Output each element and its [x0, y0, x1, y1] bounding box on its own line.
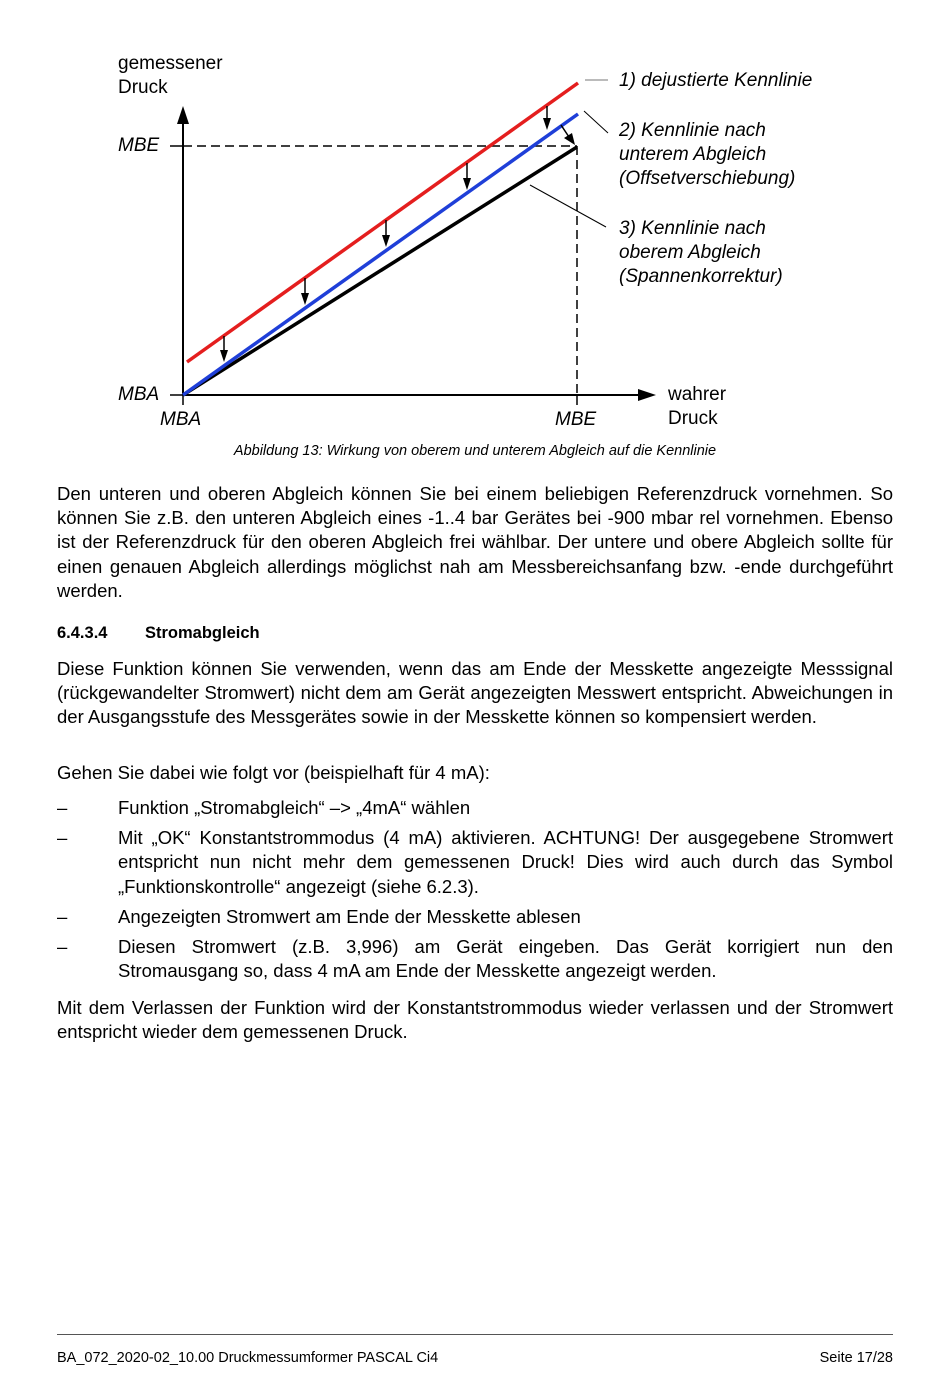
- span-correction-arrow: [561, 125, 575, 145]
- list-item: – Diesen Stromwert (z.B. 3,996) am Gerät eingeben. Das Gerät korrigiert nun den Stromausgang so, dass 4 mA am Ende der Messkette angezeigt werden.: [57, 936, 893, 982]
- line-3-spannenkorrektur: [183, 147, 577, 395]
- y-axis-arrow-icon: [177, 106, 189, 124]
- steps-list: [57, 796, 893, 989]
- y-tick-mbe: MBE: [118, 135, 160, 156]
- list-item: – Angezeigten Stromwert am Ende der Messkette ablesen: [57, 905, 893, 929]
- legend-item-1: 1) dejustierte Kennlinie: [619, 70, 813, 91]
- y-axis-label: gemessener Druck: [118, 53, 223, 98]
- paragraph-verlassen: Mit dem Verlassen der Funktion wird der Konstantstrommodus wieder verlassen und der Stromwert entspricht wieder dem gemessenen Druck.: [57, 997, 893, 1043]
- x-axis-arrow-icon: [638, 389, 656, 401]
- arrow-down-icon: [463, 178, 471, 190]
- list-item: – Mit „OK“ Konstantstrommodus (4 mA) aktivieren. ACHTUNG! Der ausgegebene Stromwert entspricht nun nicht mehr dem gemessenen Druck! Dies wird auch durch das Symbol „Funktionskontrolle“ angezeigt (siehe 6.2.3).: [57, 827, 893, 897]
- offset-arrows: [220, 106, 551, 362]
- paragraph-abgleich-referenzdruck: Den unteren und oberen Abgleich können Sie bei einem beliebigen Referenzdruck vornehmen. So können Sie z.B. den unteren Abgleich eines -1..4 bar Gerätes bei -900 mbar rel vornehmen. Ebenso ist der Referenzdruck für den oberen Abgleich frei wählbar. Der untere und obere Abgleich sollte für einen genauen Abgleich allerdings möglichst nah am Messbereichsanfang bzw. -ende durchgeführt werden.: [57, 483, 893, 601]
- figure-kennlinie: [0, 0, 950, 440]
- footer-divider: [57, 1334, 893, 1335]
- dash-bullet-icon: –: [57, 905, 68, 927]
- dash-bullet-icon: –: [57, 797, 68, 818]
- arrow-down-icon: [382, 235, 390, 247]
- leader-line-2: [584, 111, 608, 133]
- arrow-diagonal-icon: [564, 133, 575, 145]
- legend-item-2: 2) Kennlinie nach unterem Abgleich (Offsetverschiebung): [619, 120, 796, 189]
- line-1-dejustiert: [187, 83, 578, 362]
- footer-page-number: Seite 17/28: [819, 1350, 893, 1366]
- x-tick-mbe: MBE: [555, 409, 597, 430]
- section-title: Stromabgleich: [145, 624, 260, 642]
- y-axis: [170, 106, 189, 395]
- line-2-offsetverschiebung: [183, 114, 578, 395]
- arrow-down-icon: [543, 118, 551, 130]
- legend-item-3: 3) Kennlinie nach oberem Abgleich (Spannenkorrektur): [619, 218, 783, 287]
- arrow-down-icon: [301, 293, 309, 305]
- leader-line-3: [530, 185, 606, 227]
- x-axis: [183, 389, 656, 405]
- paragraph-vorgehen: Gehen Sie dabei wie folgt vor (beispielhaft für 4 mA):: [57, 762, 490, 783]
- figure-caption: Abbildung 13: Wirkung von oberem und unterem Abgleich auf die Kennlinie: [233, 443, 717, 459]
- list-item: – Funktion „Stromabgleich“ –> „4mA“ wählen: [57, 796, 893, 820]
- arrow-down-icon: [220, 350, 228, 362]
- section-heading: [57, 624, 260, 643]
- dash-bullet-icon: –: [57, 827, 68, 849]
- dash-bullet-icon: –: [57, 936, 68, 958]
- x-axis-label: wahrer Druck: [668, 384, 727, 429]
- x-tick-mba: MBA: [160, 409, 202, 430]
- footer-document-id: BA_072_2020-02_10.00 Druckmessumformer PASCAL Ci4: [57, 1350, 439, 1366]
- paragraph-stromabgleich-intro: Diese Funktion können Sie verwenden, wenn das am Ende der Messkette angezeigte Messsignal (rückgewandelter Stromwert) nicht dem am Gerät angezeigten Messwert entspricht. Abweichungen in der Ausgangsstufe des Messgerätes sowie in der Messkette können so kompensiert werden.: [57, 658, 893, 728]
- y-tick-mba: MBA: [118, 384, 160, 405]
- section-number: 6.4.3.4: [57, 624, 108, 642]
